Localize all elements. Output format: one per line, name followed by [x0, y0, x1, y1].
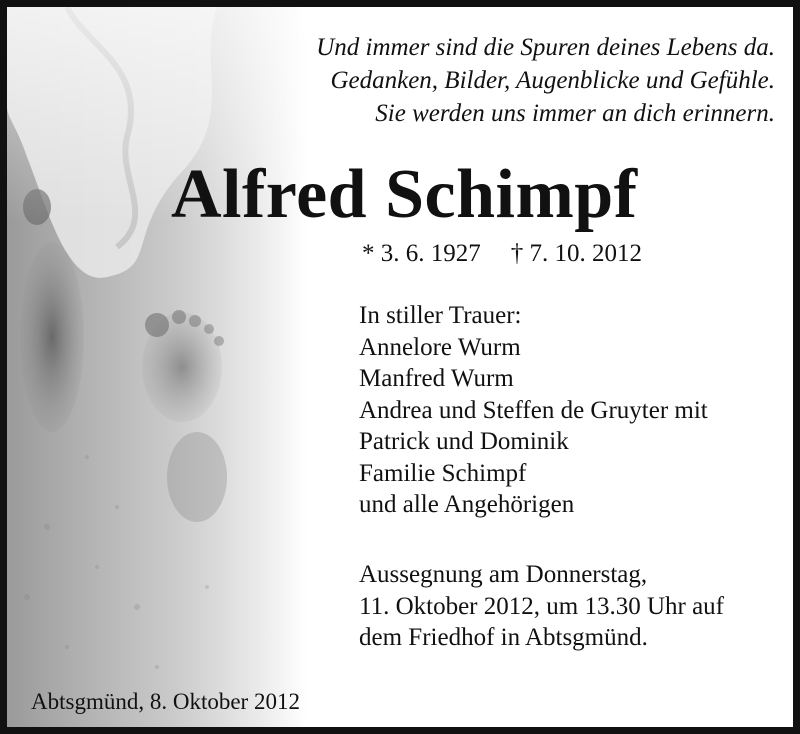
poem-line: Gedanken, Bilder, Augenblicke und Gefühle.	[330, 67, 775, 94]
poem-line: Und immer sind die Spuren deines Lebens da.	[316, 34, 775, 61]
death-date: † 7. 10. 2012	[510, 240, 642, 267]
place-and-date: Abtsgmünd, 8. Oktober 2012	[31, 689, 300, 714]
poem-line: Sie werden uns immer an dich erinnern.	[375, 100, 775, 127]
mourner-name: Familie Schimpf	[359, 459, 527, 487]
mourning-heading: In stiller Trauer:	[359, 302, 522, 329]
mourners-list	[359, 300, 708, 521]
deceased-name: Alfred Schimpf	[171, 156, 638, 233]
service-line: 11. Oktober 2012, um 13.30 Uhr auf	[359, 592, 724, 620]
service-details	[359, 559, 724, 654]
mourner-name: Annelore Wurm	[359, 333, 521, 361]
service-line: Aussegnung am Donnerstag,	[359, 561, 648, 588]
birth-date: * 3. 6. 1927	[362, 240, 481, 267]
memorial-poem	[215, 31, 775, 130]
life-dates	[362, 237, 642, 271]
service-line: dem Friedhof in Abtsgmünd.	[359, 624, 648, 651]
mourner-name: Patrick und Dominik	[359, 428, 569, 455]
mourner-name: und alle Angehörigen	[359, 491, 575, 518]
mourner-name: Manfred Wurm	[359, 365, 514, 392]
mourner-name: Andrea und Steffen de Gruyter mit	[359, 396, 708, 424]
